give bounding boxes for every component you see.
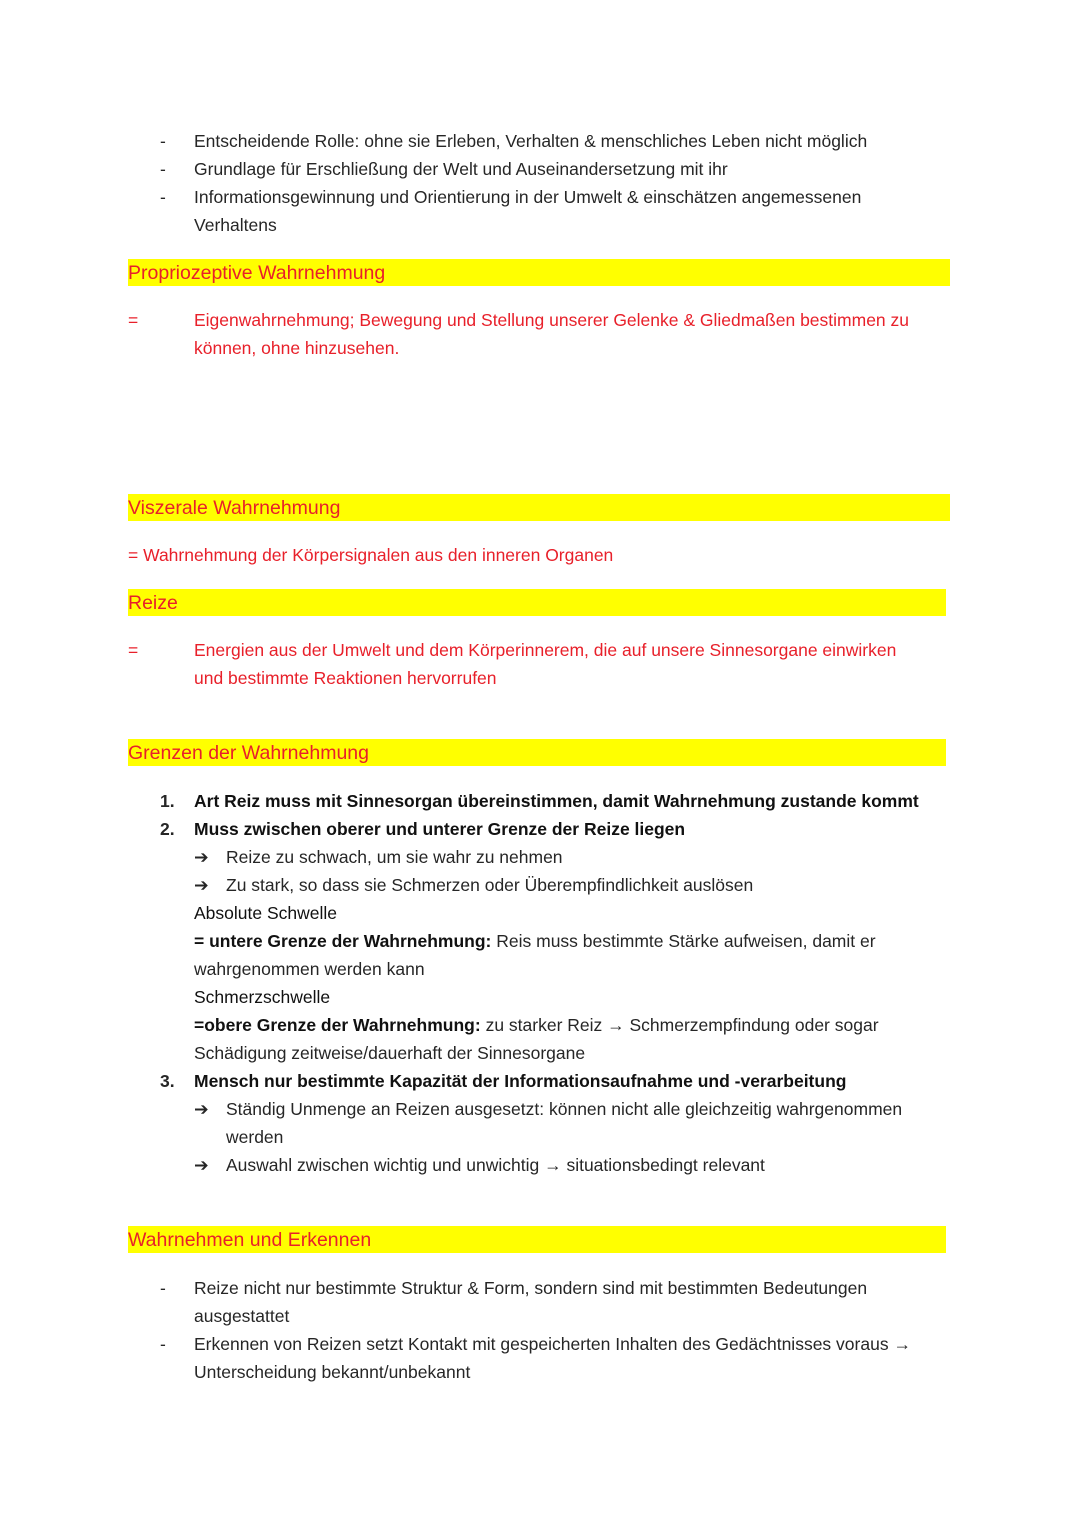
erkennen-item-1-line-2: ausgestattet <box>194 1306 290 1326</box>
bullet-dash: - <box>160 131 166 151</box>
grenzen-item-3-arrow-1-line-2: werden <box>226 1127 284 1147</box>
erkennen-item-2-line-1 <box>194 1330 911 1358</box>
reize-definition-line-1: Energien aus der Umwelt und dem Körperinnerem, die auf unsere Sinnesorgane einwirken <box>194 640 897 660</box>
definition-marker: = <box>128 310 139 330</box>
arrow-right-icon: ➔ <box>194 1155 209 1175</box>
heading-grenzen-der-wahrnehmung: Grenzen der Wahrnehmung <box>128 739 946 766</box>
heading-reize: Reize <box>128 589 946 616</box>
erkennen-item-2-line-2: Unterscheidung bekannt/unbekannt <box>194 1362 471 1382</box>
erkennen-item-2-text: Erkennen von Reizen setzt Kontakt mit gespeicherten Inhalten des Gedächtnisses voraus <box>194 1334 894 1354</box>
bullet-dash: - <box>160 1278 166 1298</box>
reize-definition-line-2: und bestimmte Reaktionen hervorrufen <box>194 668 497 688</box>
arrow-right-icon: → <box>607 1015 625 1035</box>
schmerzschwelle-line-2: Schädigung zeitweise/dauerhaft der Sinnesorgane <box>194 1043 586 1063</box>
grenzen-item-3: Mensch nur bestimmte Kapazität der Informationsaufnahme und -verarbeitung <box>194 1071 847 1091</box>
arrow-right-icon: → <box>893 1334 911 1354</box>
list-number: 1. <box>160 791 175 811</box>
grenzen-item-3-arrow-1-line-1: Ständig Unmenge an Reizen ausgesetzt: können nicht alle gleichzeitig wahrgenommen <box>226 1099 903 1119</box>
heading-propriozeptive-wahrnehmung: Propriozeptive Wahrnehmung <box>128 259 950 286</box>
intro-item-3-line-1: Informationsgewinnung und Orientierung in der Umwelt & einschätzen angemessenen <box>194 187 862 207</box>
arrow-right-icon: → <box>544 1155 562 1175</box>
auswahl-text-1: Auswahl zwischen wichtig und unwichtig <box>226 1155 545 1175</box>
erkennen-item-1-line-1: Reize nicht nur bestimmte Struktur & Form, sondern sind mit bestimmten Bedeutungen <box>194 1278 868 1298</box>
schmerzschwelle-definition <box>194 1011 879 1039</box>
grenzen-arrow-item: Zu stark, so dass sie Schmerzen oder Überempfindlichkeit auslösen <box>226 875 754 895</box>
grenzen-item-1: Art Reiz muss mit Sinnesorgan übereinstimmen, damit Wahrnehmung zustande kommt <box>194 791 919 811</box>
bullet-dash: - <box>160 187 166 207</box>
absolute-schwelle-line-2: wahrgenommen werden kann <box>194 959 425 979</box>
bullet-dash: - <box>160 1334 166 1354</box>
heading-viszerale-wahrnehmung: Viszerale Wahrnehmung <box>128 494 950 521</box>
absolute-schwelle-term: = untere Grenze der Wahrnehmung: <box>194 931 492 951</box>
list-number: 3. <box>160 1071 175 1091</box>
bullet-dash: - <box>160 159 166 179</box>
heading-wahrnehmen-und-erkennen: Wahrnehmen und Erkennen <box>128 1226 946 1253</box>
schmerzschwelle-title: Schmerzschwelle <box>194 987 331 1007</box>
schmerzschwelle-text-2: Schmerzempfindung oder sogar <box>624 1015 879 1035</box>
absolute-schwelle-definition <box>194 927 876 955</box>
list-number: 2. <box>160 819 175 839</box>
definition-marker: = <box>128 640 139 660</box>
grenzen-arrow-item: Reize zu schwach, um sie wahr zu nehmen <box>226 847 563 867</box>
grenzen-item-2: Muss zwischen oberer und unterer Grenze der Reize liegen <box>194 819 686 839</box>
intro-item-3-line-2: Verhaltens <box>194 215 277 235</box>
absolute-schwelle-text: Reis muss bestimmte Stärke aufweisen, damit er <box>491 931 876 951</box>
arrow-right-icon: ➔ <box>194 847 209 867</box>
absolute-schwelle-title: Absolute Schwelle <box>194 903 337 923</box>
grenzen-item-3-arrow-2 <box>226 1151 765 1179</box>
propriozeptiv-definition-line-2: können, ohne hinzusehen. <box>194 338 400 358</box>
arrow-right-icon: ➔ <box>194 1099 209 1119</box>
propriozeptiv-definition-line-1: Eigenwahrnehmung; Bewegung und Stellung unserer Gelenke & Gliedmaßen bestimmen zu <box>194 310 910 330</box>
intro-item-1: Entscheidende Rolle: ohne sie Erleben, Verhalten & menschliches Leben nicht möglich <box>194 131 868 151</box>
auswahl-text-2: situationsbedingt relevant <box>561 1155 765 1175</box>
schmerzschwelle-term: =obere Grenze der Wahrnehmung: <box>194 1015 481 1035</box>
intro-item-2: Grundlage für Erschließung der Welt und Auseinandersetzung mit ihr <box>194 159 728 179</box>
viszeral-definition: = Wahrnehmung der Körpersignalen aus den inneren Organen <box>128 545 614 565</box>
arrow-right-icon: ➔ <box>194 875 209 895</box>
schmerzschwelle-text-1: zu starker Reiz <box>480 1015 608 1035</box>
